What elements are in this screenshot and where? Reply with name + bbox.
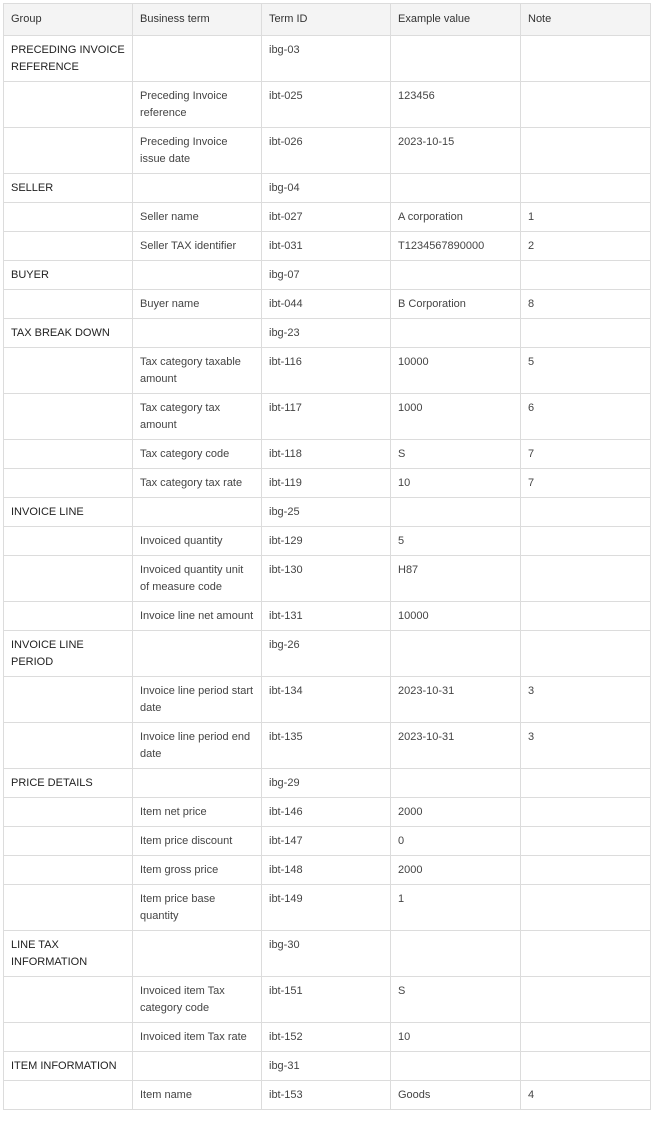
cell-business-term <box>133 36 262 82</box>
table-row <box>4 290 651 319</box>
table-row <box>4 232 651 261</box>
cell-term-id: ibt-151 <box>262 977 391 1023</box>
table-row <box>4 319 651 348</box>
cell-business-term: Preceding Invoice issue date <box>133 128 262 174</box>
cell-example-value <box>391 319 521 348</box>
business-terms-table <box>3 3 651 1110</box>
cell-group <box>4 1023 133 1052</box>
cell-example-value: S <box>391 977 521 1023</box>
cell-group: ITEM INFORMATION <box>4 1052 133 1081</box>
cell-business-term <box>133 1052 262 1081</box>
cell-term-id: ibt-026 <box>262 128 391 174</box>
cell-example-value: 1000 <box>391 394 521 440</box>
cell-term-id: ibt-152 <box>262 1023 391 1052</box>
cell-group <box>4 1081 133 1110</box>
cell-business-term <box>133 319 262 348</box>
cell-note <box>521 856 651 885</box>
table-row <box>4 798 651 827</box>
cell-group: PRECEDING INVOICE REFERENCE <box>4 36 133 82</box>
cell-term-id: ibg-23 <box>262 319 391 348</box>
cell-note <box>521 498 651 527</box>
cell-example-value <box>391 36 521 82</box>
cell-term-id: ibt-118 <box>262 440 391 469</box>
cell-note <box>521 977 651 1023</box>
cell-group: INVOICE LINE PERIOD <box>4 631 133 677</box>
cell-group <box>4 440 133 469</box>
cell-note: 1 <box>521 203 651 232</box>
cell-note: 6 <box>521 394 651 440</box>
cell-business-term: Item net price <box>133 798 262 827</box>
cell-note <box>521 36 651 82</box>
table-row <box>4 527 651 556</box>
table-row <box>4 440 651 469</box>
table-container <box>3 3 650 1110</box>
cell-note <box>521 631 651 677</box>
cell-term-id: ibg-25 <box>262 498 391 527</box>
cell-term-id: ibt-131 <box>262 602 391 631</box>
cell-note: 8 <box>521 290 651 319</box>
cell-term-id: ibg-04 <box>262 174 391 203</box>
table-row <box>4 1081 651 1110</box>
table-row <box>4 856 651 885</box>
cell-example-value: 10000 <box>391 602 521 631</box>
cell-business-term: Tax category code <box>133 440 262 469</box>
cell-example-value <box>391 1052 521 1081</box>
cell-note <box>521 885 651 931</box>
cell-group <box>4 856 133 885</box>
header-term-id: Term ID <box>262 4 391 36</box>
cell-example-value <box>391 931 521 977</box>
cell-example-value <box>391 498 521 527</box>
cell-group <box>4 602 133 631</box>
cell-term-id: ibt-119 <box>262 469 391 498</box>
cell-business-term <box>133 261 262 290</box>
cell-example-value: 2000 <box>391 798 521 827</box>
table-row <box>4 348 651 394</box>
cell-business-term: Invoice line period start date <box>133 677 262 723</box>
cell-example-value: A corporation <box>391 203 521 232</box>
cell-term-id: ibg-26 <box>262 631 391 677</box>
cell-example-value <box>391 769 521 798</box>
cell-group <box>4 798 133 827</box>
cell-group <box>4 885 133 931</box>
table-row <box>4 261 651 290</box>
cell-term-id: ibt-025 <box>262 82 391 128</box>
table-row <box>4 36 651 82</box>
cell-example-value: 10000 <box>391 348 521 394</box>
cell-group <box>4 977 133 1023</box>
cell-note <box>521 602 651 631</box>
cell-term-id: ibt-146 <box>262 798 391 827</box>
cell-group <box>4 348 133 394</box>
cell-term-id: ibt-149 <box>262 885 391 931</box>
cell-example-value: 2023-10-15 <box>391 128 521 174</box>
cell-business-term: Invoice line net amount <box>133 602 262 631</box>
cell-term-id: ibt-027 <box>262 203 391 232</box>
cell-business-term: Tax category taxable amount <box>133 348 262 394</box>
cell-note: 7 <box>521 469 651 498</box>
cell-example-value: S <box>391 440 521 469</box>
cell-example-value: Goods <box>391 1081 521 1110</box>
cell-group: PRICE DETAILS <box>4 769 133 798</box>
cell-note <box>521 827 651 856</box>
cell-term-id: ibt-044 <box>262 290 391 319</box>
cell-note <box>521 82 651 128</box>
cell-note <box>521 527 651 556</box>
table-row <box>4 723 651 769</box>
cell-business-term <box>133 769 262 798</box>
cell-business-term: Tax category tax amount <box>133 394 262 440</box>
cell-group <box>4 232 133 261</box>
header-example-value: Example value <box>391 4 521 36</box>
cell-term-id: ibt-116 <box>262 348 391 394</box>
cell-business-term <box>133 631 262 677</box>
cell-example-value: 2000 <box>391 856 521 885</box>
cell-example-value: 5 <box>391 527 521 556</box>
cell-business-term: Invoiced quantity <box>133 527 262 556</box>
header-business-term: Business term <box>133 4 262 36</box>
cell-business-term: Invoiced item Tax rate <box>133 1023 262 1052</box>
cell-group <box>4 82 133 128</box>
cell-note: 5 <box>521 348 651 394</box>
cell-note <box>521 1052 651 1081</box>
cell-example-value: 10 <box>391 469 521 498</box>
cell-business-term: Item gross price <box>133 856 262 885</box>
table-row <box>4 203 651 232</box>
cell-group <box>4 723 133 769</box>
header-note: Note <box>521 4 651 36</box>
table-row <box>4 556 651 602</box>
cell-group <box>4 128 133 174</box>
cell-term-id: ibt-153 <box>262 1081 391 1110</box>
cell-term-id: ibg-30 <box>262 931 391 977</box>
table-row <box>4 498 651 527</box>
cell-group <box>4 469 133 498</box>
cell-group: TAX BREAK DOWN <box>4 319 133 348</box>
table-row <box>4 1023 651 1052</box>
cell-note <box>521 174 651 203</box>
cell-example-value <box>391 174 521 203</box>
cell-note <box>521 769 651 798</box>
cell-group <box>4 556 133 602</box>
cell-example-value: 10 <box>391 1023 521 1052</box>
cell-note: 7 <box>521 440 651 469</box>
table-row <box>4 174 651 203</box>
cell-term-id: ibg-07 <box>262 261 391 290</box>
cell-note <box>521 319 651 348</box>
table-row <box>4 931 651 977</box>
cell-group <box>4 203 133 232</box>
cell-example-value: 2023-10-31 <box>391 723 521 769</box>
cell-example-value: B Corporation <box>391 290 521 319</box>
table-row <box>4 885 651 931</box>
cell-business-term: Preceding Invoice reference <box>133 82 262 128</box>
cell-note <box>521 798 651 827</box>
cell-group <box>4 677 133 723</box>
cell-business-term: Seller TAX identifier <box>133 232 262 261</box>
cell-group: BUYER <box>4 261 133 290</box>
cell-example-value <box>391 631 521 677</box>
cell-business-term: Tax category tax rate <box>133 469 262 498</box>
cell-business-term: Item price base quantity <box>133 885 262 931</box>
cell-example-value: 123456 <box>391 82 521 128</box>
table-row <box>4 827 651 856</box>
table-row <box>4 128 651 174</box>
table-row <box>4 1052 651 1081</box>
cell-note <box>521 556 651 602</box>
cell-group: LINE TAX INFORMATION <box>4 931 133 977</box>
cell-business-term: Buyer name <box>133 290 262 319</box>
cell-business-term: Invoiced item Tax category code <box>133 977 262 1023</box>
cell-example-value: 1 <box>391 885 521 931</box>
cell-term-id: ibt-031 <box>262 232 391 261</box>
cell-group <box>4 527 133 556</box>
header-group: Group <box>4 4 133 36</box>
table-row <box>4 82 651 128</box>
cell-note: 3 <box>521 723 651 769</box>
cell-term-id: ibt-117 <box>262 394 391 440</box>
cell-term-id: ibt-134 <box>262 677 391 723</box>
table-row <box>4 977 651 1023</box>
cell-business-term: Invoiced quantity unit of measure code <box>133 556 262 602</box>
cell-example-value: 2023-10-31 <box>391 677 521 723</box>
cell-business-term <box>133 931 262 977</box>
table-body <box>4 36 651 1110</box>
table-row <box>4 602 651 631</box>
cell-business-term: Item price discount <box>133 827 262 856</box>
cell-note: 3 <box>521 677 651 723</box>
cell-note <box>521 1023 651 1052</box>
table-header-row <box>4 4 651 36</box>
cell-business-term: Invoice line period end date <box>133 723 262 769</box>
cell-example-value: T1234567890000 <box>391 232 521 261</box>
cell-term-id: ibt-148 <box>262 856 391 885</box>
cell-group <box>4 827 133 856</box>
cell-term-id: ibt-129 <box>262 527 391 556</box>
cell-note: 4 <box>521 1081 651 1110</box>
cell-note <box>521 931 651 977</box>
cell-business-term <box>133 174 262 203</box>
cell-term-id: ibt-147 <box>262 827 391 856</box>
cell-group: INVOICE LINE <box>4 498 133 527</box>
cell-group <box>4 394 133 440</box>
table-row <box>4 631 651 677</box>
cell-term-id: ibt-135 <box>262 723 391 769</box>
cell-business-term: Item name <box>133 1081 262 1110</box>
table-row <box>4 769 651 798</box>
cell-group <box>4 290 133 319</box>
table-row <box>4 469 651 498</box>
cell-term-id: ibg-31 <box>262 1052 391 1081</box>
cell-note: 2 <box>521 232 651 261</box>
cell-business-term <box>133 498 262 527</box>
cell-note <box>521 128 651 174</box>
cell-term-id: ibg-29 <box>262 769 391 798</box>
cell-example-value: 0 <box>391 827 521 856</box>
cell-note <box>521 261 651 290</box>
cell-term-id: ibt-130 <box>262 556 391 602</box>
cell-example-value: H87 <box>391 556 521 602</box>
cell-term-id: ibg-03 <box>262 36 391 82</box>
cell-example-value <box>391 261 521 290</box>
table-row <box>4 394 651 440</box>
cell-group: SELLER <box>4 174 133 203</box>
cell-business-term: Seller name <box>133 203 262 232</box>
table-row <box>4 677 651 723</box>
